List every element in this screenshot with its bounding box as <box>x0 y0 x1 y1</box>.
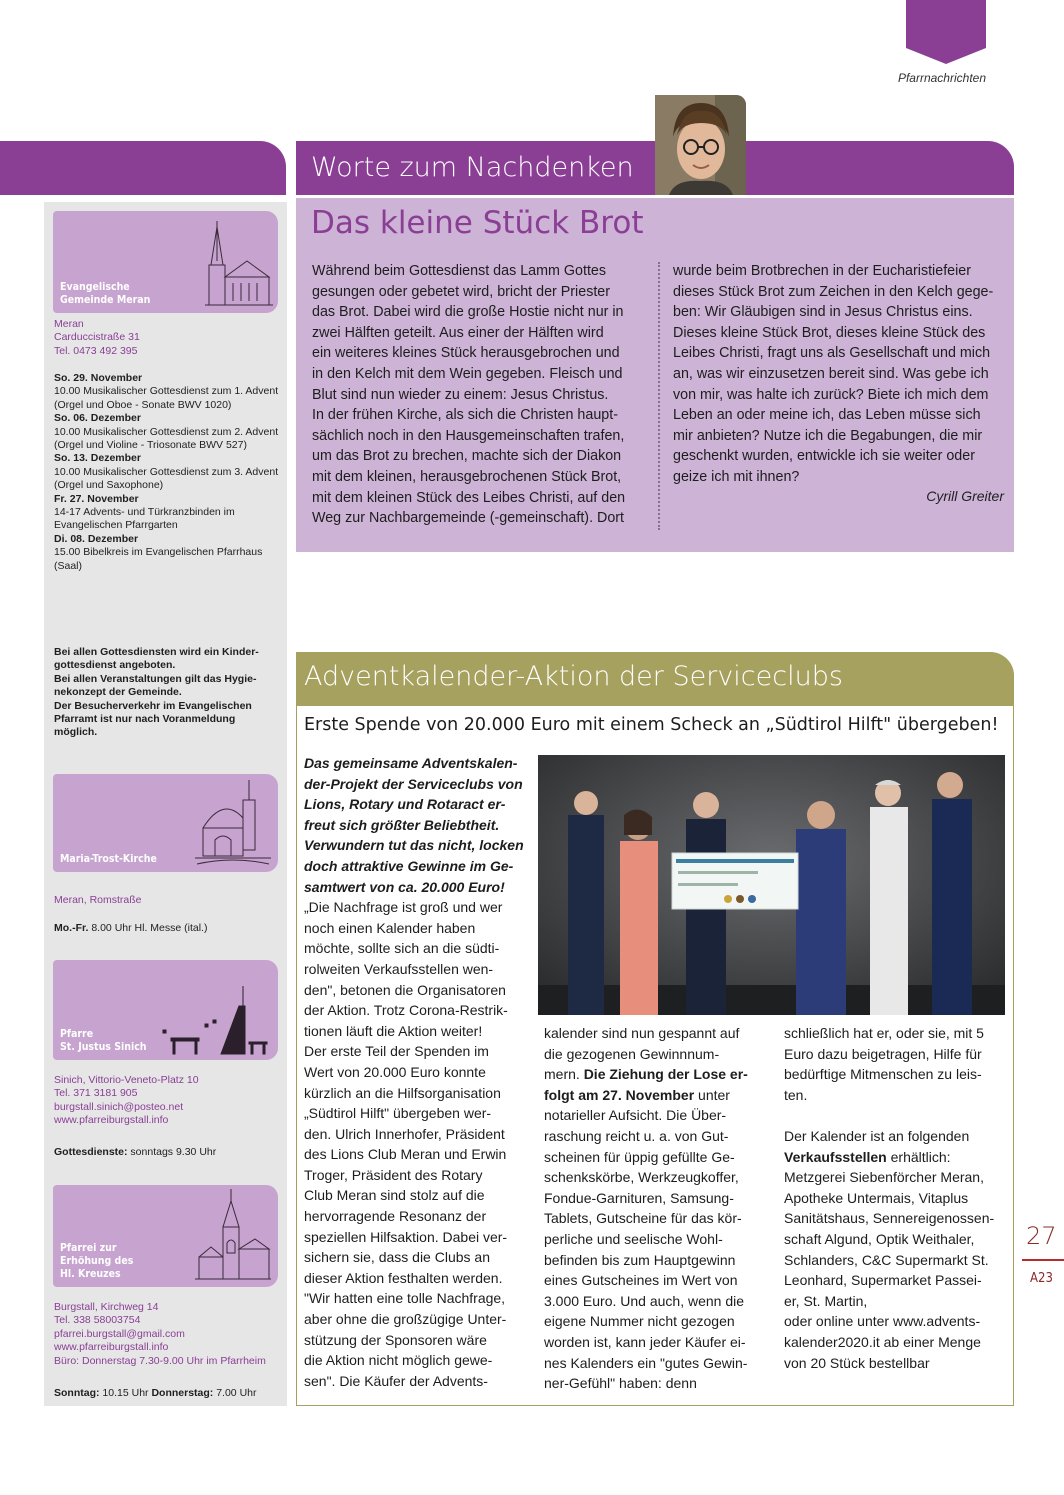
schedule-entry: 15.00 Bibelkreis im Evangelischen Pfarrhaus (Saal) <box>54 546 263 572</box>
author-signature: Cyrill Greiter <box>926 488 1004 504</box>
text-line: Apotheke Untermais, Vitaplus <box>784 1189 969 1206</box>
author-portrait <box>655 95 746 195</box>
thursday-label: Donnerstag: <box>151 1387 214 1399</box>
schedule-day: Fr. 27. November <box>54 492 139 505</box>
text-line: der Aktion. Trotz Corona-Restrik- <box>304 1002 508 1019</box>
address-line: Sinich, Vittorio-Veneto-Platz 10 <box>54 1074 199 1086</box>
schedule-entry: (Orgel und Oboe - Sonate BWV 1020) <box>54 398 232 411</box>
text-line: Fondue-Garnituren, Samsung- <box>544 1189 734 1206</box>
address-line: Burgstall, Kirchweg 14 <box>54 1301 159 1313</box>
page-number-rule <box>1022 1259 1064 1261</box>
text-line <box>544 1064 772 1085</box>
text-line: ben: Wir Gläubigen sind in Jesus Christus eins. <box>673 304 973 321</box>
text-line: Wert von 20.000 Euro konnte <box>304 1063 486 1080</box>
text-line: eigene Nummer nicht gezogen <box>544 1313 735 1330</box>
schedule-day: So. 06. Dezember <box>54 412 141 425</box>
text-line <box>784 1147 1010 1168</box>
phone-line: Tel. 371 3181 905 <box>54 1087 138 1100</box>
text-line: Weg zur Nachbargemeinde (-gemeinschaft). Dort <box>312 510 625 527</box>
text-line: noch einen Kalender haben <box>304 919 476 936</box>
text-line: den. Ulrich Innerhofer, Präsident <box>304 1125 505 1142</box>
text-line: speziellen Hilfsaktion. Dabei ver- <box>304 1228 508 1245</box>
text-line: Während beim Gottesdienst das Lamm Gottes <box>312 263 607 279</box>
text-line: kalender sind nun gespannt auf <box>544 1025 740 1041</box>
text-line: In der frühen Kirche, als sich die Christen haupt- <box>312 407 618 424</box>
evangelische-schedule <box>54 372 282 573</box>
schedule-entry: (Orgel und Violine - Triosonate BWV 527) <box>54 439 247 452</box>
text-line: Der Kalender ist an folgenden <box>784 1127 970 1144</box>
text-line: stützung der Sponsoren wäre <box>304 1331 487 1348</box>
text-line: bedürftige Mitmenschen zu leis- <box>784 1066 982 1083</box>
text-line: Euro dazu beigetragen, Hilfe für <box>784 1045 982 1062</box>
card-title: Pfarrei zur Erhöhung des Hl. Kreuzes <box>60 1242 134 1280</box>
text-line: doch attraktive Gewinne im Ge- <box>304 857 514 874</box>
section-label: Pfarrnachrichten <box>897 71 986 85</box>
card-evangelische-gemeinde <box>53 211 278 313</box>
card-title: Evangelische Gemeinde Meran <box>60 281 151 306</box>
text-line: Verwundern tut das nicht, locken <box>304 837 524 854</box>
schedule-entry: (Orgel und Saxophone) <box>54 479 164 492</box>
text-line: Der erste Teil der Spenden im <box>304 1043 489 1060</box>
burgstall-address <box>54 1301 282 1368</box>
text-line: die Aktion nicht möglich gewe- <box>304 1352 493 1369</box>
text-line: in den Kelch mit dem Wein gegeben. Fleisch und <box>312 365 623 382</box>
text-line: Lions, Rotary und Rotaract er- <box>304 796 506 813</box>
page-number: 27 <box>1026 1222 1057 1250</box>
text-line: Leonhard, Supermarket Passei- <box>784 1272 982 1289</box>
text-line: wurde beim Brotbrechen in der Eucharistiefeier <box>673 263 972 279</box>
sunday-text: 10.15 Uhr <box>99 1387 152 1399</box>
text-line: Troger, Präsident des Rotary <box>304 1166 483 1183</box>
advent-subtitle: Erste Spende von 20.000 Euro mit einem Scheck an „Südtirol Hilft" übergeben! <box>304 715 999 735</box>
text-line: den", betonen die Organisatoren <box>304 981 506 998</box>
text-line: worden ist, kann jeder Käufer ei- <box>544 1333 746 1350</box>
email-link[interactable]: pfarrei.burgstall@gmail.com <box>54 1327 185 1340</box>
card-st-justus-sinich <box>53 960 278 1060</box>
text-line: gesungen oder gebetet wird, bricht der Priester <box>312 283 611 300</box>
text-line: sächlich noch in den Hausgemeinschaften trafen, <box>312 427 625 444</box>
text-line: mir anbieten? Nutze ich die Begabungen, die mir <box>673 427 983 444</box>
advent-banner-title: Adventkalender-Aktion der Serviceclubs <box>304 661 843 692</box>
draw-date-highlight: folgt am 27. November <box>544 1086 695 1103</box>
maria-trost-mass <box>54 922 282 935</box>
text-line: scheinen für üppig gefüllte Ge- <box>544 1148 735 1165</box>
text-line: tionen läuft die Aktion weiter! <box>304 1022 483 1039</box>
text-line: rolweiten Verkaufsstellen wen- <box>304 960 494 977</box>
text-line: ten. <box>784 1086 808 1103</box>
left-header-band <box>0 141 286 195</box>
text-line: dieser Aktion festhalten werden. <box>304 1269 503 1286</box>
text-line: notarieller Aufsicht. Die Über- <box>544 1107 727 1124</box>
address-line: Carduccistraße 31 <box>54 331 140 344</box>
website-link[interactable]: oder online unter www.advents- <box>784 1313 981 1330</box>
evangelische-address <box>54 318 282 358</box>
schedule-day: Di. 08. Dezember <box>54 532 139 545</box>
text-line: Tablets, Gutscheine für das kör- <box>544 1210 742 1227</box>
text-line: eines Gutscheines im Wert von <box>544 1272 738 1289</box>
text-line: mit dem kleinen Stück des Leibes Christi, auf den <box>312 489 626 506</box>
text-line: samtwert von ca. 20.000 Euro! <box>304 878 505 895</box>
sales-points-highlight: Verkaufsstellen <box>784 1148 887 1165</box>
schedule-day: So. 29. November <box>54 372 143 384</box>
text-line: Leibes Christi, fragt uns als Gesellschaft und mich <box>673 345 991 362</box>
text-line: dieses Stück Brot zum Zeichen in den Kelch gege- <box>673 283 994 300</box>
draw-date-highlight: Die Ziehung der Lose er- <box>583 1066 748 1083</box>
schedule-entry: 10.00 Musikalischer Gottesdienst zum 2. Advent <box>54 425 279 438</box>
text-line: möchte, sollte sich an die südti- <box>304 940 500 957</box>
church-illustration-icon <box>203 217 275 309</box>
text-line: Das gemeinsame Adventskalen- <box>304 755 518 771</box>
advent-column-3 <box>784 1023 1010 1373</box>
sinich-address <box>54 1074 282 1128</box>
text-line: der-Projekt der Serviceclubs von <box>304 775 523 792</box>
text-line: er, St. Martin, <box>784 1292 868 1309</box>
paragraph-gap <box>784 1105 1010 1126</box>
card-title: Maria-Trost-Kirche <box>60 853 157 865</box>
sinich-services <box>54 1146 282 1159</box>
text-line: "Wir hatten eine tolle Nachfrage, <box>304 1290 506 1307</box>
text-line: von mir, was halte ich zurück? Biete ich mich dem <box>673 386 989 403</box>
website-link[interactable]: www.pfarreiburgstall.info <box>54 1114 169 1127</box>
text-line: aber ohne die großzügige Unter- <box>304 1311 507 1328</box>
address-line: Meran <box>54 318 84 330</box>
maria-trost-address: Meran, Romstraße <box>54 894 142 906</box>
advent-column-2 <box>544 1023 772 1394</box>
website-link[interactable]: www.pfarreiburgstall.info <box>54 1341 169 1354</box>
services-text: sonntags 9.30 Uhr <box>127 1146 217 1158</box>
text-span: erhältlich: <box>886 1148 951 1165</box>
schedule-entry: 14-17 Advents- und Türkranzbinden im Evangelischen Pfarrgarten <box>54 506 235 532</box>
church-illustration-icon <box>193 1187 273 1285</box>
text-line: „Die Nachfrage ist groß und wer <box>304 899 503 916</box>
card-maria-trost <box>53 774 278 872</box>
text-span: unter <box>694 1086 730 1103</box>
thursday-text: 7.00 Uhr <box>213 1387 257 1399</box>
text-line: schenkskörbe, Werkzeugkoffer, <box>544 1169 739 1186</box>
services-label: Gottesdienste: <box>54 1146 128 1158</box>
text-line <box>544 1085 772 1106</box>
text-line: um das Brot zu brechen, machte sich der Diakon <box>312 448 622 465</box>
text-line: ein weiteres kleines Stück herausgebrochen und <box>312 345 620 362</box>
phone-line: Tel. 0473 492 395 <box>54 344 138 357</box>
text-line: raschung reicht u. a. von Gut- <box>544 1127 729 1144</box>
mass-label: Mo.-Fr. <box>54 922 89 934</box>
column-divider <box>658 262 660 530</box>
text-line: Schlanders, C&C Supermarkt St. <box>784 1251 989 1268</box>
church-illustration-icon <box>161 980 273 1056</box>
schedule-entry: 10.00 Musikalischer Gottesdienst zum 1. Advent <box>54 385 279 398</box>
page-code: A23 <box>1030 1271 1053 1286</box>
text-line: nes Kalenders ein "gutes Gewin- <box>544 1354 748 1371</box>
text-line: an, was wir einzusetzen bereit sind. Was gebe ich <box>673 365 989 382</box>
text-line: des Lions Club Meran und Erwin <box>304 1146 507 1163</box>
text-line: mit dem kleinen, herausgebrochenen Stück Brot, <box>312 468 622 485</box>
burgstall-services <box>54 1387 282 1400</box>
schedule-entry: 10.00 Musikalischer Gottesdienst zum 3. Advent <box>54 465 279 478</box>
advent-intro <box>304 753 534 897</box>
text-line: kürzlich an die Hilfsorganisation <box>304 1084 501 1101</box>
text-line: Club Meran sind stolz auf die <box>304 1187 485 1204</box>
cheque-handover-photo <box>538 755 1005 1015</box>
worte-column-right <box>673 261 1009 488</box>
church-illustration-icon <box>193 778 273 868</box>
evangelische-notes: Bei allen Gottesdiensten wird ein Kinder- gottesdienst angeboten. Bei allen Veranstaltungen gilt das Hygie- nekonzept der Gemeinde. Der Besucherverkehr im Evangelischen Pfarramt ist nur nach Voranmeldung möglich. <box>54 646 259 739</box>
text-line: Dieses kleine Stück Brot, dieses kleine Stück des <box>673 324 986 341</box>
text-line: freut sich größter Beliebtheit. <box>304 816 500 833</box>
text-line: Blut sind nun wieder zu einem: Jesus Christus. <box>312 386 609 403</box>
mass-text: 8.00 Uhr Hl. Messe (ital.) <box>88 922 208 934</box>
text-line: schaft Algund, Optik Weithaler, <box>784 1230 975 1247</box>
text-line: „Südtirol Hilft" übergeben wer- <box>304 1105 492 1122</box>
text-line: sichern sie, dass die Clubs an <box>304 1249 490 1266</box>
worte-banner-title: Worte zum Nachdenken <box>311 152 634 183</box>
text-line: befinden bis zum Hauptgewinn <box>544 1251 736 1268</box>
text-span: mern. <box>544 1066 584 1083</box>
group-photo-image <box>538 755 1005 1015</box>
text-line: hervorragende Resonanz der <box>304 1208 487 1225</box>
email-link[interactable]: burgstall.sinich@posteo.net <box>54 1100 184 1113</box>
text-line: Metzgerei Siebenförcher Meran, <box>784 1169 984 1186</box>
text-line: Sanitätshaus, Sennereigenossen- <box>784 1210 995 1227</box>
office-hours: Büro: Donnerstag 7.30-9.00 Uhr im Pfarrheim <box>54 1354 266 1367</box>
phone-line: Tel. 338 58003754 <box>54 1314 141 1327</box>
section-tab-marker <box>906 0 986 64</box>
portrait-image <box>655 95 746 195</box>
sunday-label: Sonntag: <box>54 1387 100 1399</box>
text-line: perliche und seelische Wohl- <box>544 1230 723 1247</box>
worte-column-left <box>312 261 652 529</box>
text-line: geschenkt wurden, entwickle ich sie weiter oder <box>673 448 975 465</box>
text-line: Leben an oder meine ich, das Leben müsse sich <box>673 407 981 424</box>
sidebar <box>44 202 287 1406</box>
text-line: sen". Die Käufer der Advents- <box>304 1372 488 1389</box>
worte-heading: Das kleine Stück Brot <box>311 205 644 241</box>
website-link[interactable]: kalender2020.it ab einer Menge <box>784 1333 981 1350</box>
text-line: geize ich mit ihnen? <box>673 468 800 485</box>
text-line: von 20 Stück bestellbar <box>784 1354 930 1371</box>
card-title: Pfarre St. Justus Sinich <box>60 1028 147 1053</box>
text-line: schließlich hat er, oder sie, mit 5 <box>784 1025 984 1041</box>
card-pfarrei-burgstall <box>53 1185 278 1287</box>
advent-column-1 <box>304 753 534 1391</box>
text-line: das Brot. Dabei wird die große Hostie nicht nur in <box>312 304 624 321</box>
text-line: die gezogenen Gewinnnum- <box>544 1045 720 1062</box>
text-line: ner-Gefühl" haben: denn <box>544 1375 697 1392</box>
text-line: zwei Hälften geteilt. Aus einer der Hälften wird <box>312 324 604 341</box>
schedule-day: So. 13. Dezember <box>54 452 141 465</box>
text-line: 3.000 Euro. Und auch, wenn die <box>544 1292 745 1309</box>
